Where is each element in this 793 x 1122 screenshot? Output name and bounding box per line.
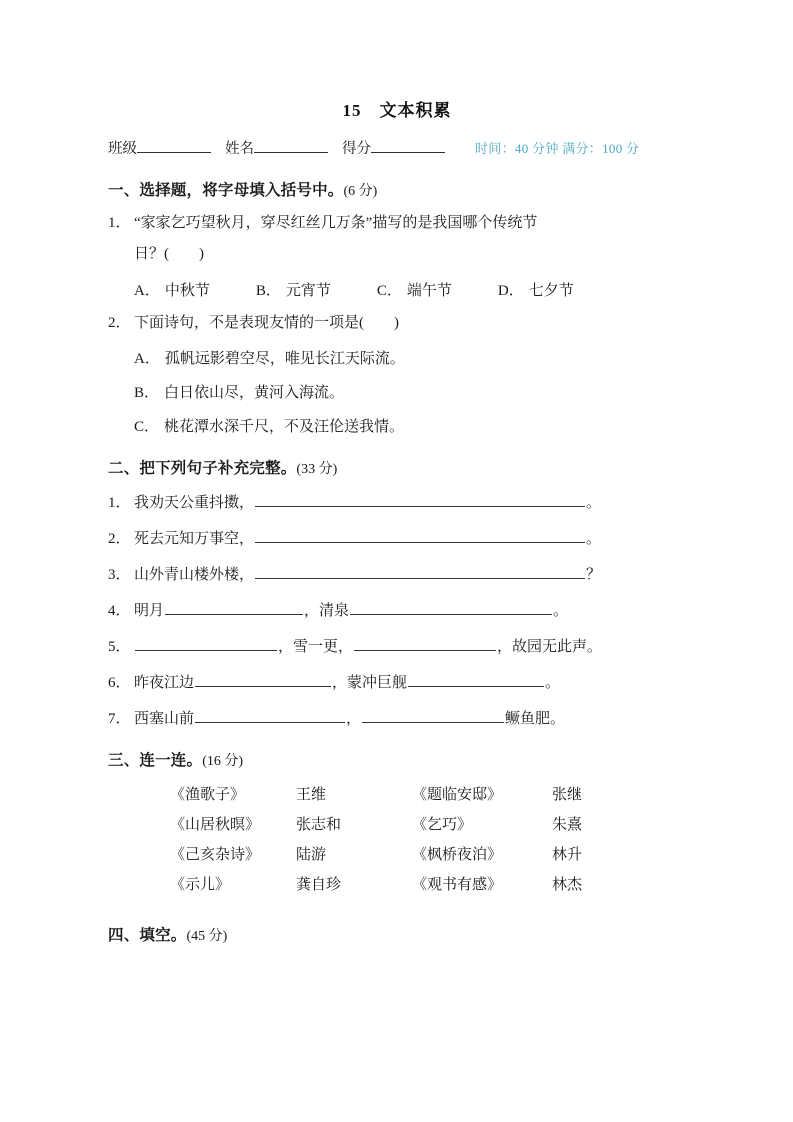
match-work-right[interactable]: 《枫桥夜泊》 [412, 847, 503, 864]
choice-d-key: D． [497, 282, 524, 299]
choice-2c[interactable] [134, 415, 686, 436]
section-2-title: 二、把下列句子补充完整。 [108, 460, 297, 478]
field-name [225, 137, 328, 158]
choice-a-text: 中秋节 [164, 282, 210, 299]
choice-2b-text: 白日依山尽，黄河入海流。 [164, 385, 345, 402]
fill-item-text: ，故园无此声。 [497, 639, 603, 656]
fill-item-text: ，清泉 [304, 603, 350, 620]
fill-item-number: 5． [108, 639, 131, 656]
fill-item [108, 491, 686, 512]
fill-item-blank[interactable] [350, 601, 552, 615]
section-1-title: 一、选择题，将字母填入括号中。 [108, 182, 344, 199]
fill-item-text: ，雪一更， [278, 639, 354, 656]
fill-item-text: 山外青山楼外楼， [134, 567, 255, 584]
section-4-title: 四、填空。 [108, 927, 187, 945]
field-score-blank[interactable] [371, 138, 445, 153]
section-heading-2 [108, 456, 686, 478]
fill-item-text: 。 [586, 531, 602, 548]
match-work-right[interactable]: 《乞巧》 [412, 817, 473, 834]
fill-item-number: 4． [108, 603, 131, 620]
fill-item-blank[interactable] [165, 601, 303, 615]
match-author-right[interactable]: 朱熹 [552, 817, 583, 834]
choice-b-text: 元宵节 [285, 282, 331, 299]
match-work-right[interactable]: 《题临安邸》 [412, 787, 503, 804]
matching-row [170, 843, 642, 873]
choice-a-key: A． [134, 282, 160, 299]
question-1-text: “家家乞巧望秋月，穿尽红丝几万条”描写的是我国哪个传统节 [134, 215, 538, 231]
fill-item-text: 昨夜江边 [134, 675, 195, 692]
fill-item [108, 599, 686, 620]
fill-item-number: 6． [108, 675, 131, 692]
fill-item [108, 671, 686, 692]
fill-item-text: 。 [553, 603, 569, 620]
choice-b-key: B． [255, 282, 281, 299]
match-author-left[interactable]: 陆游 [296, 847, 327, 864]
choice-c-key: C． [376, 282, 402, 299]
question-1-number: 1． [108, 215, 131, 231]
question-1-text-line2[interactable]: 日？( ) [134, 245, 204, 262]
question-1-choices [134, 279, 686, 300]
fill-item [108, 635, 686, 656]
fill-item-blank[interactable] [354, 637, 496, 651]
section-3-title: 三、连一连。 [108, 752, 203, 770]
field-score [342, 137, 445, 158]
fill-item [108, 707, 686, 728]
choice-2b[interactable] [134, 381, 686, 402]
match-author-left[interactable]: 龚自珍 [296, 877, 342, 894]
fill-item-number: 7． [108, 711, 131, 728]
field-name-label: 姓名 [225, 141, 254, 157]
match-author-left[interactable]: 张志和 [296, 817, 342, 834]
choice-c-text: 端午节 [406, 282, 452, 299]
fill-item-text: 明月 [134, 603, 165, 620]
section-heading-4 [108, 923, 686, 945]
section-4-score: (45 分) [186, 929, 228, 945]
choice-c[interactable] [377, 279, 452, 300]
page-title: 15 文本积累 [342, 101, 452, 120]
fill-item-blank[interactable] [362, 709, 504, 723]
choice-2a-key: A． [134, 351, 160, 368]
matching-row [170, 783, 642, 813]
fill-item-number: 1． [108, 495, 131, 512]
fill-item-text: ， [346, 711, 362, 728]
fill-item-text: 死去元知万事空， [134, 531, 255, 548]
match-author-right[interactable]: 林升 [552, 847, 583, 864]
matching-row [170, 873, 642, 903]
choice-2b-key: B． [134, 385, 160, 402]
match-work-left[interactable]: 《渔歌子》 [170, 787, 246, 804]
match-author-right[interactable]: 张继 [552, 787, 583, 804]
fill-item-number: 3． [108, 567, 131, 584]
match-work-right[interactable]: 《观书有感》 [412, 877, 503, 894]
fill-item-text: 我劝天公重抖擞， [134, 495, 255, 512]
field-class-blank[interactable] [137, 138, 211, 153]
page-content [108, 96, 686, 958]
choice-2c-key: C． [134, 419, 160, 436]
fill-item-blank[interactable] [255, 565, 585, 579]
fill-item-blank[interactable] [408, 673, 544, 687]
choice-2a[interactable] [134, 347, 686, 368]
match-author-left[interactable]: 王维 [296, 787, 327, 804]
question-1 [108, 213, 686, 266]
exam-meta-text: 时间：40 分钟 满分：100 分 [475, 141, 640, 156]
section-3-score: (16 分) [202, 754, 244, 770]
fill-item-blank[interactable] [255, 529, 585, 543]
fill-item-blank[interactable] [135, 637, 277, 651]
fill-item-blank[interactable] [195, 709, 345, 723]
matching-row [170, 813, 642, 843]
section-heading-3 [108, 748, 686, 770]
choice-b[interactable] [256, 279, 331, 300]
field-class [108, 137, 211, 158]
fill-item-blank[interactable] [255, 493, 585, 507]
question-2-text[interactable]: 下面诗句，不是表现友情的一项是( ) [134, 314, 399, 331]
choice-d-text: 七夕节 [528, 282, 574, 299]
section-1-score: (6 分) [343, 184, 378, 199]
match-work-left[interactable]: 《示儿》 [170, 877, 231, 894]
fill-item-text: 鳜鱼肥。 [505, 711, 566, 728]
fill-item [108, 563, 686, 584]
field-class-label: 班级 [108, 141, 137, 157]
choice-2a-text: 孤帆远影碧空尽，唯见长江天际流。 [164, 351, 405, 368]
fill-item-text: ，蒙冲巨舰 [332, 675, 408, 692]
fill-item-text: 。 [545, 675, 561, 692]
match-work-left[interactable]: 《山居秋暝》 [170, 817, 261, 834]
field-score-label: 得分 [342, 141, 371, 157]
match-author-right[interactable]: 林杰 [552, 877, 583, 894]
fill-in-list [108, 491, 686, 728]
fill-item-text: 。 [586, 495, 602, 512]
question-2-choices [134, 347, 686, 436]
match-work-left[interactable]: 《己亥杂诗》 [170, 847, 261, 864]
matching-table [170, 783, 642, 903]
question-2-number: 2． [108, 314, 131, 331]
fill-item-blank[interactable] [195, 673, 331, 687]
choice-d[interactable] [498, 279, 574, 300]
student-info-row [108, 137, 686, 158]
fill-item-text: 西塞山前 [134, 711, 195, 728]
choice-a[interactable] [134, 279, 210, 300]
fill-item-text: ？ [586, 567, 602, 584]
section-2-score: (33 分) [296, 462, 338, 478]
field-name-blank[interactable] [254, 138, 328, 153]
question-2 [108, 313, 686, 335]
fill-item-number: 2． [108, 531, 131, 548]
section-heading-1 [108, 178, 686, 200]
fill-item [108, 527, 686, 548]
choice-2c-text: 桃花潭水深千尺，不及汪伦送我情。 [164, 419, 405, 436]
